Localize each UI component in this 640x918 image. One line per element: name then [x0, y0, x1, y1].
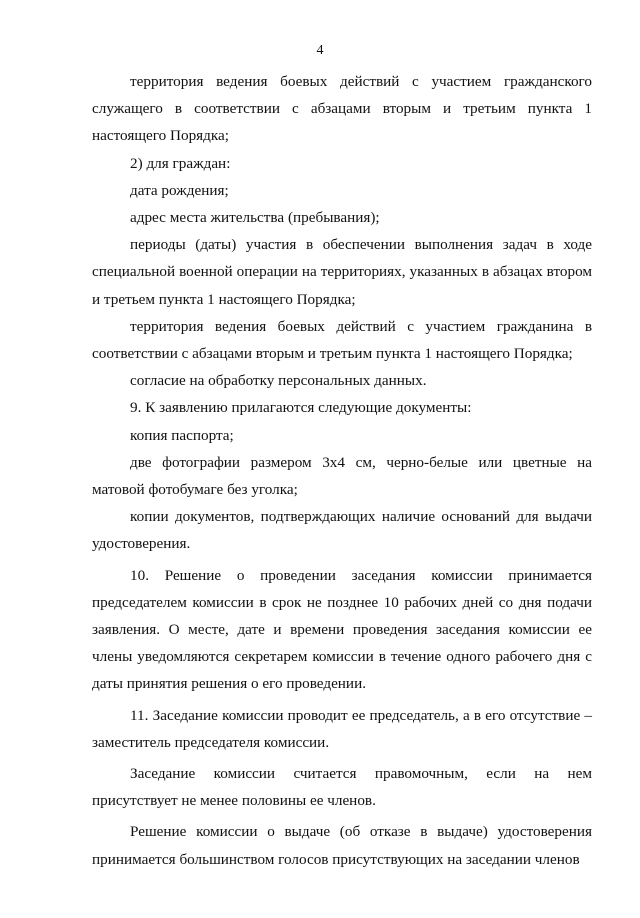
document-body [92, 68, 592, 873]
paragraph-territory-servant: территория ведения боевых действий с участием гражданского служащего в соответствии с абзацами вторым и третьим пункта 1 настоящего Порядка; [92, 73, 592, 145]
paragraph-periods: периоды (даты) участия в обеспечении выполнения задач в ходе специальной военной операции на территориях, указанных в абзацах втором и третьем пункта 1 настоящего Порядка; [92, 236, 592, 308]
paragraph-item-9: 9. К заявлению прилагаются следующие документы: [130, 399, 472, 417]
paragraph-territory-citizen: территория ведения боевых действий с участием гражданина в соответствии с абзацами вторым и третьим пункта 1 настоящего Порядка; [92, 317, 592, 363]
paragraph-decision: Решение комиссии о выдаче (об отказе в выдаче) удостоверения принимается большинством голосов присутствующих на заседании членов [92, 823, 592, 868]
paragraph-photos: две фотографии размером 3х4 см, черно-белые или цветные на матовой фотобумаге без уголка; [92, 453, 592, 499]
paragraph-for-citizens: 2) для граждан: [130, 154, 231, 172]
paragraph-quorum: Заседание комиссии считается правомочным, если на нем присутствует не менее половины ее членов. [92, 765, 592, 810]
paragraph-consent: согласие на обработку персональных данных. [130, 372, 427, 390]
paragraph-item-11: 11. Заседание комиссии проводит ее председатель, а в его отсутствие – заместитель председателя комиссии. [92, 706, 592, 751]
page-number: 4 [316, 43, 324, 58]
paragraph-birth-date: дата рождения; [130, 181, 229, 199]
paragraph-item-10: 10. Решение о проведении заседания комиссии принимается председателем комиссии в срок не позднее 10 рабочих дней со дня подачи заявления. О месте, дате и времени проведения заседания комиссии ее члены уведомляются секретарем комиссии в течение одного рабочего дня с даты принятия решения о его проведении. [92, 566, 592, 693]
paragraph-passport-copy: копия паспорта; [130, 426, 234, 444]
paragraph-address: адрес места жительства (пребывания); [130, 209, 380, 227]
paragraph-document-copies: копии документов, подтверждающих наличие оснований для выдачи удостоверения. [92, 508, 592, 553]
